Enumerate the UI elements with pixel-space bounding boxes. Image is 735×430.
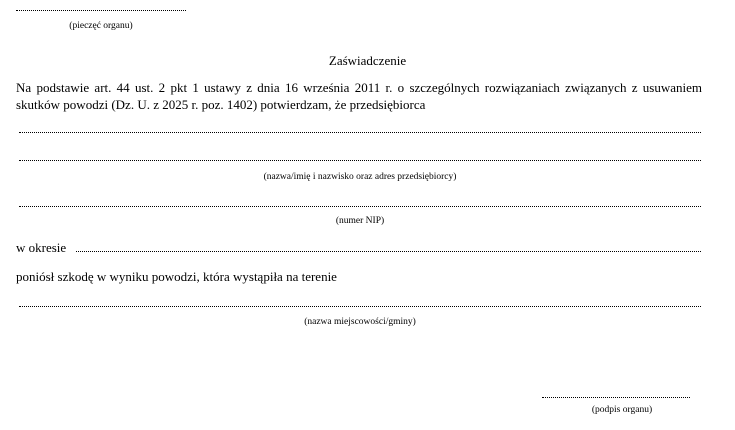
location-line <box>19 306 701 307</box>
stamp-caption: (pieczęć organu) <box>69 21 133 31</box>
location-caption: (nazwa miejscowości/gminy) <box>304 317 416 327</box>
period-line <box>76 251 701 252</box>
damage-statement: poniósł szkodę w wyniku powodzi, która wystąpiła na terenie <box>16 269 337 284</box>
nip-line <box>19 206 701 207</box>
document-title: Zaświadczenie <box>328 53 407 68</box>
nip-caption: (numer NIP) <box>335 216 385 226</box>
stamp-line <box>16 10 186 11</box>
signature-line <box>542 397 690 398</box>
intro-paragraph: Na podstawie art. 44 ust. 2 pkt 1 ustawy z dnia 16 września 2011 r. o szczególnych rozwiązaniach związanych z usuwaniem skutków powodzi (Dz. U. z 2025 r. poz. 1402) potwierdzam, że przedsiębiorca <box>16 80 702 112</box>
period-label: w okresie <box>16 240 67 255</box>
signature-caption: (podpis organu) <box>591 405 653 415</box>
entrepreneur-line-2 <box>19 160 701 161</box>
entrepreneur-caption: (nazwa/imię i nazwisko oraz adres przedsiębiorcy) <box>263 172 457 182</box>
entrepreneur-line-1 <box>19 132 701 133</box>
